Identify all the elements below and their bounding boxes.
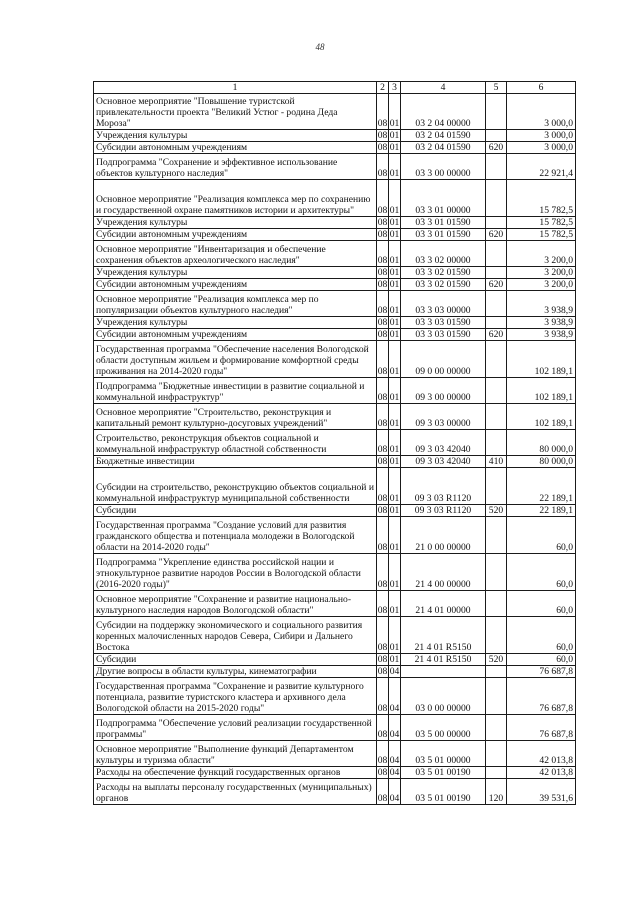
row-section-cell: 08 bbox=[377, 341, 389, 378]
table-row bbox=[94, 267, 576, 279]
row-subsection-cell: 04 bbox=[389, 715, 401, 741]
row-section-cell: 08 bbox=[377, 779, 389, 805]
row-name-cell: Основное мероприятие "Повышение туристской привлекательности проекта "Великий Устюг - родина Деда Мороза" bbox=[94, 94, 377, 130]
row-subsection-cell: 01 bbox=[389, 456, 400, 467]
row-name-cell: Учреждения культуры bbox=[94, 130, 377, 142]
table-row bbox=[94, 229, 576, 241]
row-amount-cell: 22 189,1 bbox=[507, 505, 576, 517]
row-subsection-cell: 01 bbox=[389, 430, 401, 456]
row-name-cell: Субсидии bbox=[94, 654, 377, 666]
row-expense-type-cell bbox=[486, 180, 507, 217]
row-target-code-cell: 03 0 00 00000 bbox=[401, 678, 486, 715]
row-amount-cell: 3 000,0 bbox=[507, 94, 576, 130]
row-expense-type-cell bbox=[486, 591, 507, 617]
row-amount-cell: 42 013,8 bbox=[507, 767, 576, 779]
row-section-cell: 08 bbox=[377, 267, 388, 278]
row-subsection-cell: 01 bbox=[389, 229, 400, 240]
row-target-code-cell: 03 3 03 01590 bbox=[401, 317, 486, 329]
row-target-code-cell: 09 3 03 00000 bbox=[401, 404, 486, 430]
row-target-code-cell: 03 3 03 01590 bbox=[401, 329, 486, 341]
row-section-cell: 08 bbox=[377, 180, 389, 217]
table-row bbox=[94, 217, 576, 229]
row-expense-type-cell bbox=[486, 715, 507, 741]
row-expense-type-cell bbox=[486, 617, 507, 654]
table-row bbox=[94, 291, 576, 317]
table-row bbox=[94, 505, 576, 517]
row-target-code-cell: 21 4 00 00000 bbox=[401, 554, 486, 591]
row-name-cell: Субсидии на строительство, реконструкцию объектов социальной и коммунальной инфраструктур муниципальной собственности bbox=[94, 468, 377, 505]
row-amount-cell: 60,0 bbox=[507, 517, 576, 554]
row-name-cell: Основное мероприятие "Реализация комплекса мер по сохранению и государственной охране памятников истории и архитектуры" bbox=[94, 180, 377, 217]
row-section-cell: 08 bbox=[377, 741, 389, 767]
row-expense-type-cell bbox=[486, 341, 507, 378]
row-section-cell: 08 bbox=[377, 678, 389, 715]
row-target-code-cell: 21 0 00 00000 bbox=[401, 517, 486, 554]
row-expense-type-cell bbox=[486, 767, 507, 779]
row-name-cell: Государственная программа "Сохранение и развитие культурного потенциала, развитие туристского кластера и архивного дела Вологодской области на 2015-2020 годы" bbox=[94, 678, 377, 715]
table-header-row bbox=[94, 82, 576, 94]
row-name-cell: Подпрограмма "Обеспечение условий реализации государственной программы" bbox=[94, 715, 377, 741]
row-target-code-cell: 03 5 00 00000 bbox=[401, 715, 486, 741]
table-row bbox=[94, 678, 576, 715]
row-expense-type-cell: 520 bbox=[486, 505, 507, 517]
row-target-code-cell: 03 3 01 01590 bbox=[401, 217, 486, 229]
row-name-cell: Субсидии автономным учреждениям bbox=[94, 229, 377, 241]
row-expense-type-cell: 620 bbox=[486, 229, 507, 241]
row-name-cell: Учреждения культуры bbox=[94, 267, 377, 279]
table-row bbox=[94, 404, 576, 430]
row-subsection-cell: 01 bbox=[389, 329, 400, 340]
row-expense-type-cell bbox=[486, 378, 507, 404]
row-section-cell: 08 bbox=[377, 430, 389, 456]
row-subsection-cell: 01 bbox=[389, 279, 400, 290]
table-row bbox=[94, 329, 576, 341]
row-expense-type-cell bbox=[486, 678, 507, 715]
row-amount-cell: 15 782,5 bbox=[507, 180, 576, 217]
row-name-cell: Основное мероприятие "Строительство, реконструкция и капитальный ремонт культурно-досуговых учреждений" bbox=[94, 404, 377, 430]
row-target-code-cell: 03 3 01 01590 bbox=[401, 229, 486, 241]
row-subsection-cell: 01 bbox=[389, 341, 401, 378]
row-subsection-cell: 04 bbox=[389, 741, 401, 767]
row-amount-cell: 60,0 bbox=[507, 654, 576, 666]
row-target-code-cell: 03 3 01 00000 bbox=[401, 180, 486, 217]
row-section-cell: 08 bbox=[377, 154, 389, 180]
row-name-cell: Строительство, реконструкция объектов социальной и коммунальной инфраструктур областной собственности bbox=[94, 430, 377, 456]
row-subsection-cell: 01 bbox=[389, 654, 400, 665]
row-target-code-cell: 09 3 03 42040 bbox=[401, 430, 486, 456]
row-expense-type-cell bbox=[486, 404, 507, 430]
row-target-code-cell: 03 3 02 00000 bbox=[401, 241, 486, 267]
row-section-cell: 08 bbox=[377, 291, 389, 317]
table-row bbox=[94, 554, 576, 591]
row-name-cell: Подпрограмма "Бюджетные инвестиции в развитие социальной и коммунальной инфраструктур" bbox=[94, 378, 377, 404]
row-name-cell: Расходы на выплаты персоналу государственных (муниципальных) органов bbox=[94, 779, 377, 805]
row-amount-cell: 76 687,8 bbox=[507, 666, 576, 678]
row-name-cell: Подпрограмма "Сохранение и эффективное использование объектов культурного наследия" bbox=[94, 154, 377, 180]
table-row bbox=[94, 180, 576, 217]
table-row bbox=[94, 154, 576, 180]
row-subsection-cell: 01 bbox=[389, 468, 401, 505]
row-section-cell: 08 bbox=[377, 94, 389, 130]
row-section-cell: 08 bbox=[377, 505, 388, 516]
row-subsection-cell: 01 bbox=[389, 130, 400, 141]
page-number: 48 bbox=[315, 42, 325, 52]
row-amount-cell: 3 000,0 bbox=[507, 142, 576, 154]
row-section-cell: 08 bbox=[377, 404, 389, 430]
row-expense-type-cell bbox=[486, 468, 507, 505]
row-expense-type-cell bbox=[486, 241, 507, 267]
row-subsection-cell: 04 bbox=[389, 678, 401, 715]
row-target-code-cell: 03 3 00 00000 bbox=[401, 154, 486, 180]
table-row bbox=[94, 241, 576, 267]
table-row bbox=[94, 142, 576, 154]
header-cell-section: 2 bbox=[377, 82, 389, 94]
table-row bbox=[94, 654, 576, 666]
row-expense-type-cell bbox=[486, 517, 507, 554]
row-expense-type-cell: 520 bbox=[486, 654, 507, 666]
row-subsection-cell: 04 bbox=[389, 666, 400, 677]
table-row bbox=[94, 317, 576, 329]
row-subsection-cell: 01 bbox=[389, 317, 400, 328]
row-subsection-cell: 01 bbox=[389, 404, 401, 430]
row-name-cell: Основное мероприятие "Реализация комплекса мер по популяризации объектов культурного наследия" bbox=[94, 291, 377, 317]
table-row bbox=[94, 279, 576, 291]
table-row bbox=[94, 468, 576, 505]
row-amount-cell: 3 200,0 bbox=[507, 241, 576, 267]
row-amount-cell: 22 921,4 bbox=[507, 154, 576, 180]
row-name-cell: Субсидии bbox=[94, 505, 377, 517]
row-section-cell: 08 bbox=[377, 279, 388, 290]
row-subsection-cell: 01 bbox=[389, 554, 401, 591]
row-subsection-cell: 01 bbox=[389, 94, 401, 130]
header-cell-name: 1 bbox=[94, 82, 377, 94]
row-target-code-cell: 21 4 01 R5150 bbox=[401, 617, 486, 654]
row-section-cell: 08 bbox=[377, 554, 389, 591]
row-amount-cell: 60,0 bbox=[507, 591, 576, 617]
table-row bbox=[94, 666, 576, 678]
table-row bbox=[94, 94, 576, 130]
row-target-code-cell: 09 3 03 42040 bbox=[401, 456, 486, 468]
table-row bbox=[94, 341, 576, 378]
row-name-cell: Учреждения культуры bbox=[94, 317, 377, 329]
row-target-code-cell: 03 5 01 00190 bbox=[401, 767, 486, 779]
row-expense-type-cell bbox=[486, 267, 507, 279]
table-row bbox=[94, 130, 576, 142]
row-name-cell: Субсидии на поддержку экономического и социального развития коренных малочисленных народов Севера, Сибири и Дальнего Востока bbox=[94, 617, 377, 654]
row-amount-cell: 3 938,9 bbox=[507, 317, 576, 329]
row-amount-cell: 3 938,9 bbox=[507, 329, 576, 341]
row-target-code-cell: 03 5 01 00190 bbox=[401, 779, 486, 805]
row-amount-cell: 3 200,0 bbox=[507, 267, 576, 279]
row-target-code-cell: 21 4 01 R5150 bbox=[401, 654, 486, 666]
row-section-cell: 08 bbox=[377, 715, 389, 741]
budget-table bbox=[93, 81, 576, 805]
row-name-cell: Субсидии автономным учреждениям bbox=[94, 279, 377, 291]
table-row bbox=[94, 517, 576, 554]
row-subsection-cell: 01 bbox=[389, 517, 401, 554]
row-target-code-cell: 03 2 04 01590 bbox=[401, 142, 486, 154]
row-expense-type-cell bbox=[486, 154, 507, 180]
row-section-cell: 08 bbox=[377, 317, 388, 328]
table-row bbox=[94, 779, 576, 805]
row-target-code-cell: 09 3 03 R1120 bbox=[401, 505, 486, 517]
row-amount-cell: 76 687,8 bbox=[507, 715, 576, 741]
row-amount-cell: 102 189,1 bbox=[507, 404, 576, 430]
row-name-cell: Основное мероприятие "Выполнение функций Департаментом культуры и туризма области" bbox=[94, 741, 377, 767]
row-target-code-cell: 03 5 01 00000 bbox=[401, 741, 486, 767]
row-amount-cell: 39 531,6 bbox=[507, 779, 576, 805]
header-cell-amount: 6 bbox=[507, 82, 576, 94]
row-amount-cell: 22 189,1 bbox=[507, 468, 576, 505]
table-row bbox=[94, 430, 576, 456]
row-section-cell: 08 bbox=[377, 591, 389, 617]
row-target-code-cell: 03 3 02 01590 bbox=[401, 267, 486, 279]
row-subsection-cell: 01 bbox=[389, 591, 401, 617]
row-name-cell: Государственная программа "Создание условий для развития гражданского общества и потенциала молодежи в Вологодской области на 2014-2020 годы" bbox=[94, 517, 377, 554]
table-row bbox=[94, 456, 576, 468]
row-expense-type-cell bbox=[486, 741, 507, 767]
row-expense-type-cell: 620 bbox=[486, 279, 507, 291]
row-name-cell: Основное мероприятие "Сохранение и развитие национально-культурного наследия народов Вологодской области" bbox=[94, 591, 377, 617]
row-subsection-cell: 01 bbox=[389, 617, 401, 654]
row-section-cell: 08 bbox=[377, 654, 388, 665]
row-amount-cell: 3 938,9 bbox=[507, 291, 576, 317]
row-section-cell: 08 bbox=[377, 130, 388, 141]
row-subsection-cell: 01 bbox=[389, 154, 401, 180]
row-name-cell: Субсидии автономным учреждениям bbox=[94, 142, 377, 154]
table-row bbox=[94, 617, 576, 654]
row-expense-type-cell bbox=[486, 217, 507, 229]
row-expense-type-cell bbox=[486, 130, 507, 142]
row-amount-cell: 80 000,0 bbox=[507, 456, 576, 468]
row-target-code-cell: 21 4 01 00000 bbox=[401, 591, 486, 617]
row-target-code-cell: 03 2 04 01590 bbox=[401, 130, 486, 142]
row-expense-type-cell: 410 bbox=[486, 456, 507, 468]
row-amount-cell: 15 782,5 bbox=[507, 229, 576, 241]
row-section-cell: 08 bbox=[377, 329, 388, 340]
row-section-cell: 08 bbox=[377, 468, 389, 505]
row-amount-cell: 76 687,8 bbox=[507, 678, 576, 715]
row-name-cell: Субсидии автономным учреждениям bbox=[94, 329, 377, 341]
row-subsection-cell: 01 bbox=[389, 505, 400, 516]
row-subsection-cell: 01 bbox=[389, 142, 400, 153]
row-section-cell: 08 bbox=[377, 617, 389, 654]
row-subsection-cell: 04 bbox=[389, 779, 401, 805]
row-expense-type-cell bbox=[486, 291, 507, 317]
row-amount-cell: 80 000,0 bbox=[507, 430, 576, 456]
row-section-cell: 08 bbox=[377, 378, 389, 404]
row-expense-type-cell bbox=[486, 666, 507, 678]
table-row bbox=[94, 591, 576, 617]
row-expense-type-cell bbox=[486, 94, 507, 130]
row-subsection-cell: 01 bbox=[389, 180, 401, 217]
row-amount-cell: 3 200,0 bbox=[507, 279, 576, 291]
header-cell-expense-type: 5 bbox=[486, 82, 507, 94]
row-name-cell: Другие вопросы в области культуры, кинематографии bbox=[94, 666, 377, 678]
row-section-cell: 08 bbox=[377, 767, 388, 778]
row-amount-cell: 102 189,1 bbox=[507, 378, 576, 404]
row-amount-cell: 60,0 bbox=[507, 617, 576, 654]
row-amount-cell: 15 782,5 bbox=[507, 217, 576, 229]
row-subsection-cell: 04 bbox=[389, 767, 400, 778]
row-subsection-cell: 01 bbox=[389, 217, 400, 228]
row-name-cell: Основное мероприятие "Инвентаризация и обеспечение сохранения объектов археологического наследия" bbox=[94, 241, 377, 267]
row-expense-type-cell: 120 bbox=[486, 779, 507, 805]
row-amount-cell: 42 013,8 bbox=[507, 741, 576, 767]
row-section-cell: 08 bbox=[377, 217, 388, 228]
row-expense-type-cell bbox=[486, 554, 507, 591]
row-amount-cell: 3 000,0 bbox=[507, 130, 576, 142]
row-amount-cell: 102 189,1 bbox=[507, 341, 576, 378]
row-subsection-cell: 01 bbox=[389, 378, 401, 404]
table-row bbox=[94, 378, 576, 404]
header-cell-target-code: 4 bbox=[401, 82, 486, 94]
row-amount-cell: 60,0 bbox=[507, 554, 576, 591]
row-expense-type-cell bbox=[486, 317, 507, 329]
row-target-code-cell: 03 3 03 00000 bbox=[401, 291, 486, 317]
row-section-cell: 08 bbox=[377, 666, 388, 677]
row-target-code-cell: 09 3 00 00000 bbox=[401, 378, 486, 404]
table-row bbox=[94, 741, 576, 767]
row-section-cell: 08 bbox=[377, 229, 388, 240]
row-expense-type-cell: 620 bbox=[486, 142, 507, 154]
row-name-cell: Подпрограмма "Укрепление единства российской нации и этнокультурное развитие народов России в Вологодской области (2016-2020 годы)" bbox=[94, 554, 377, 591]
row-name-cell: Учреждения культуры bbox=[94, 217, 377, 229]
row-subsection-cell: 01 bbox=[389, 291, 401, 317]
row-section-cell: 08 bbox=[377, 142, 388, 153]
table-row bbox=[94, 715, 576, 741]
row-section-cell: 08 bbox=[377, 517, 389, 554]
row-name-cell: Расходы на обеспечение функций государственных органов bbox=[94, 767, 377, 779]
table-row bbox=[94, 767, 576, 779]
row-expense-type-cell: 620 bbox=[486, 329, 507, 341]
row-subsection-cell: 01 bbox=[389, 241, 401, 267]
row-target-code-cell: 03 2 04 00000 bbox=[401, 94, 486, 130]
row-section-cell: 08 bbox=[377, 241, 389, 267]
row-name-cell: Бюджетные инвестиции bbox=[94, 456, 377, 468]
row-name-cell: Государственная программа "Обеспечение населения Вологодской области доступным жильем и формирование комфортной среды проживания на 2014-2020 годы" bbox=[94, 341, 377, 378]
row-section-cell: 08 bbox=[377, 456, 388, 467]
row-subsection-cell: 01 bbox=[389, 267, 400, 278]
row-target-code-cell: 03 3 02 01590 bbox=[401, 279, 486, 291]
row-target-code-cell: 09 0 00 00000 bbox=[401, 341, 486, 378]
header-cell-subsection: 3 bbox=[389, 82, 401, 94]
row-target-code-cell: 09 3 03 R1120 bbox=[401, 468, 486, 505]
row-expense-type-cell bbox=[486, 430, 507, 456]
row-target-code-cell bbox=[401, 666, 486, 678]
